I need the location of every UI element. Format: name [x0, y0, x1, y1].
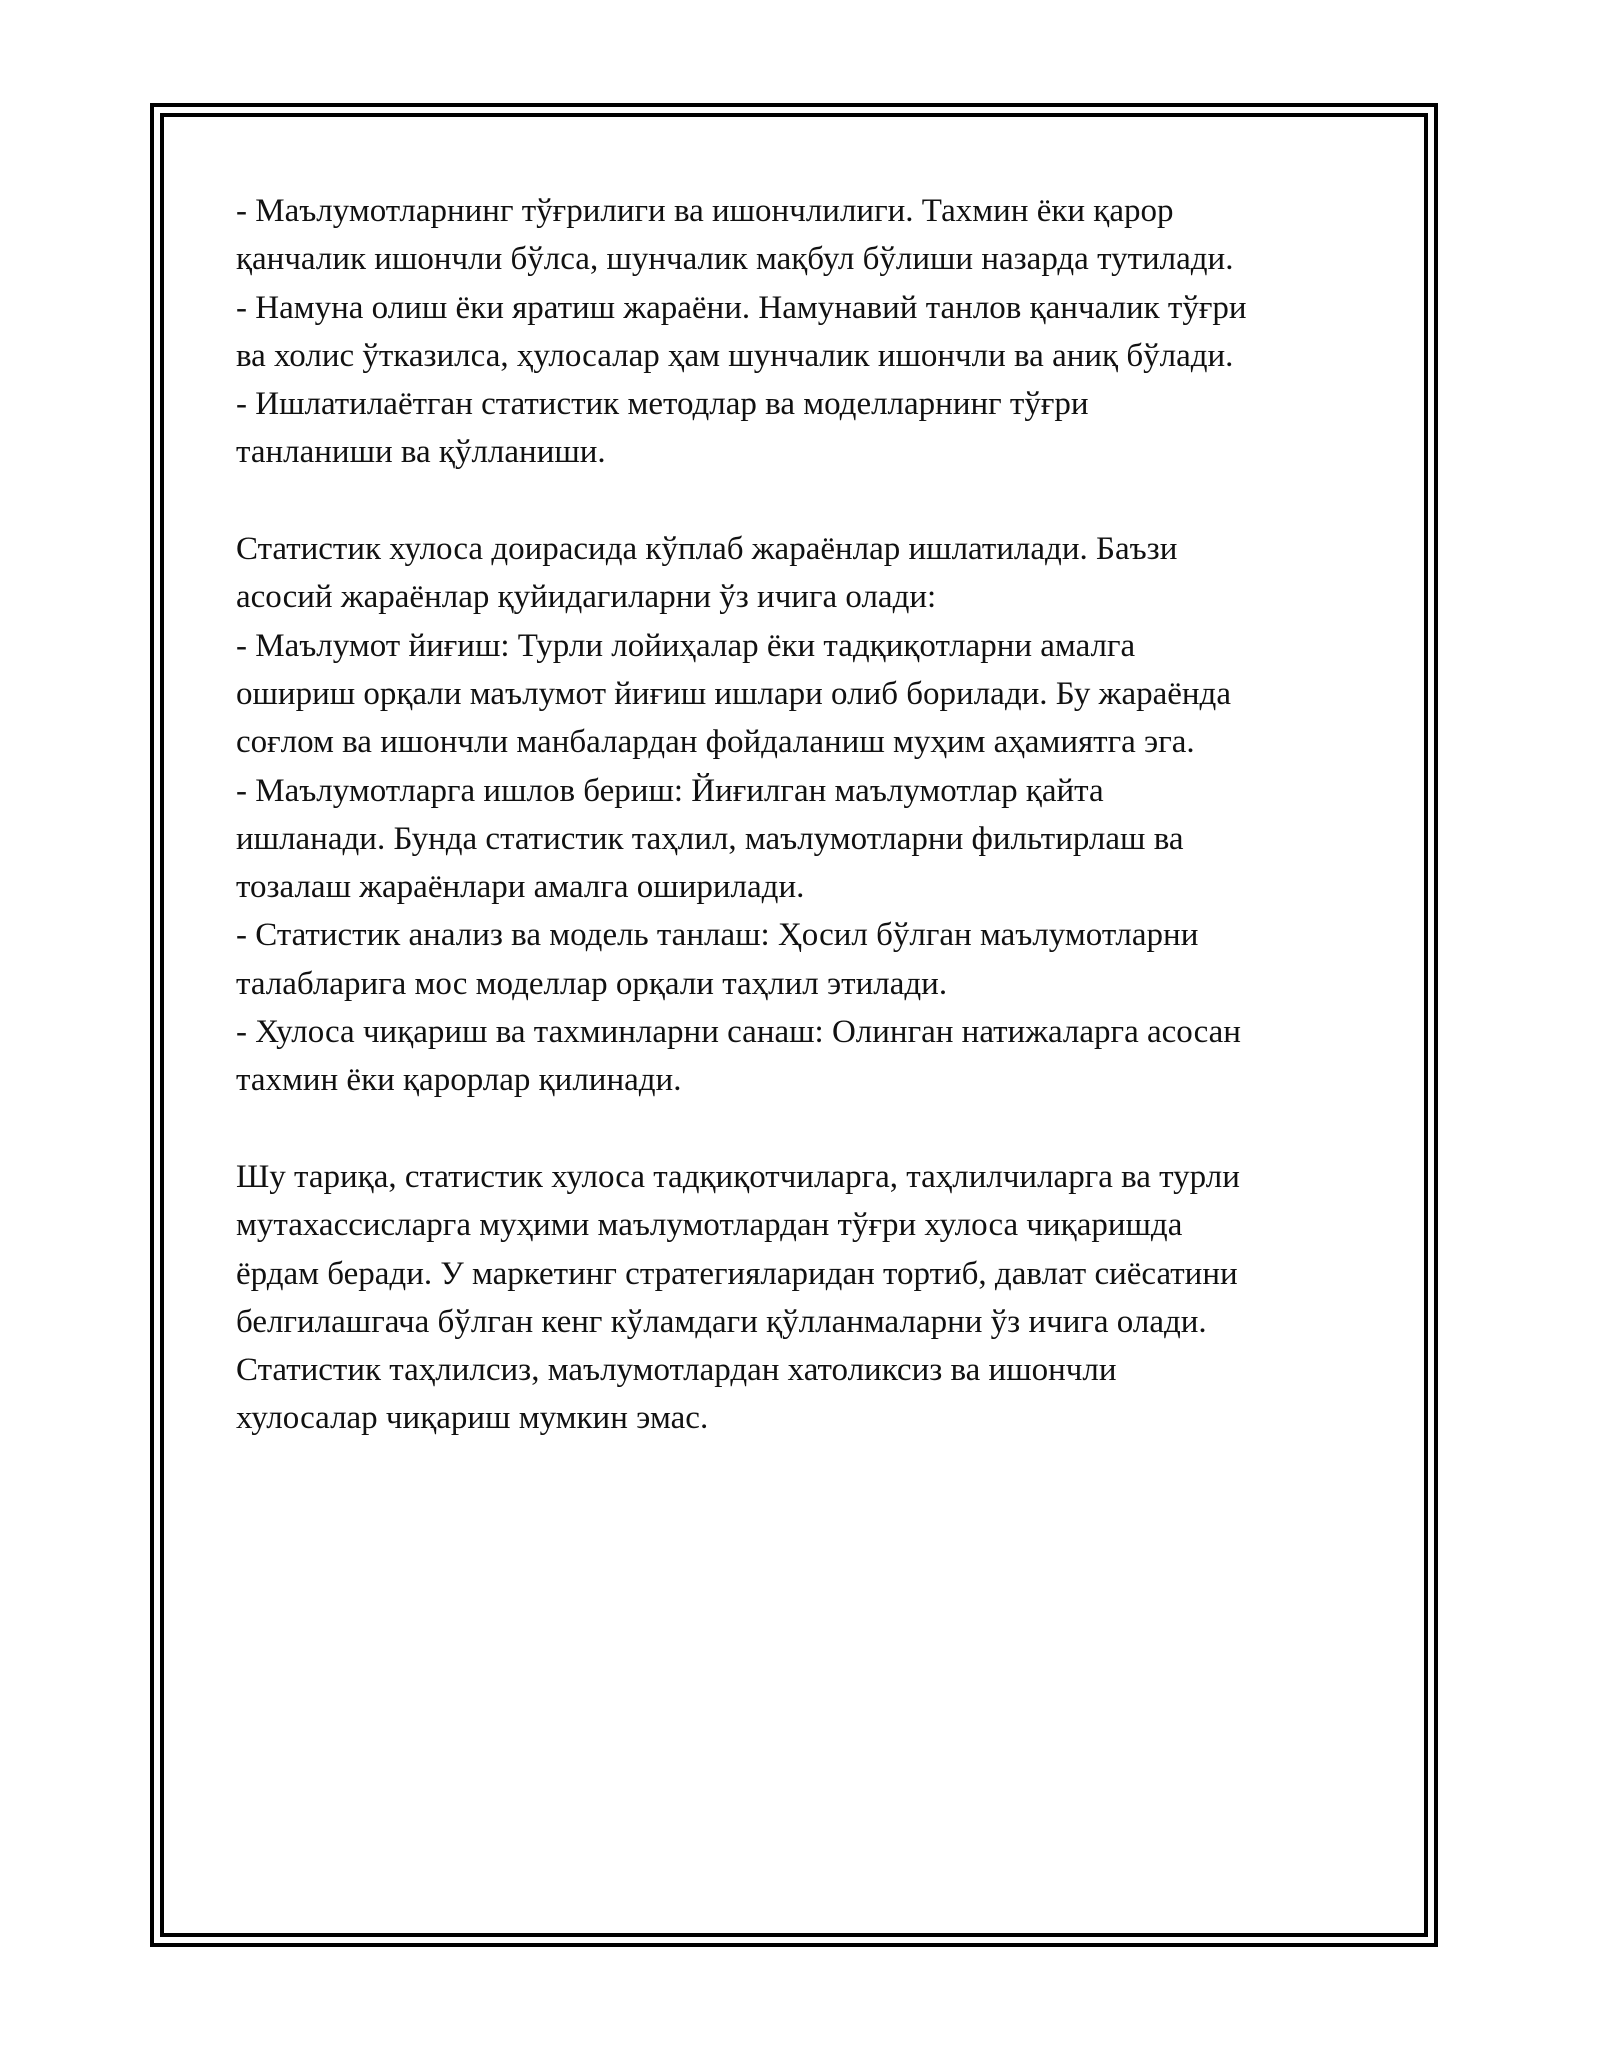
text-line: Шу тариқа, статистик хулоса тадқиқотчиларга, таҳлилчиларга ва турли	[236, 1158, 1240, 1195]
text-line: мутахассисларга муҳими маълумотлардан тўғри хулоса чиқаришда	[236, 1207, 1183, 1244]
text-line: - Хулоса чиқариш ва тахминларни санаш: Олинган натижаларга асосан	[236, 1014, 1241, 1051]
text-line: - Маълумотларга ишлов бериш: Йиғилган маълумотлар қайта	[236, 772, 1104, 809]
text-line: тозалаш жараёнлари амалга оширилади.	[236, 869, 805, 906]
text-line: ва холис ўтказилса, ҳулосалар ҳам шунчалик ишончли ва аниқ бўлади.	[236, 337, 1234, 374]
text-line: танланиши ва қўлланиши.	[236, 434, 606, 471]
text-line: - Намуна олиш ёки яратиш жараёни. Намунавий танлов қанчалик тўғри	[236, 289, 1247, 326]
text-line: тахмин ёки қарорлар қилинади.	[236, 1062, 682, 1099]
paragraph-spacer	[236, 477, 1376, 525]
text-line: - Статистик анализ ва модель танлаш: Ҳосил бўлган маълумотларни	[236, 917, 1199, 954]
text-line: Статистик таҳлилсиз, маълумотлардан хатоликсиз ва ишончли	[236, 1352, 1117, 1389]
document-body	[236, 187, 1376, 1443]
paragraph-factors	[236, 187, 1376, 477]
paragraph-conclusion	[236, 1153, 1376, 1443]
text-line: талабларига мос моделлар орқали таҳлил этилади.	[236, 965, 948, 1002]
paragraph-processes	[236, 525, 1376, 1105]
text-line: соғлом ва ишончли манбалардан фойдаланиш муҳим аҳамиятга эга.	[236, 724, 1195, 761]
text-line: хулосалар чиқариш мумкин эмас.	[236, 1400, 709, 1437]
text-line: - Маълумот йиғиш: Турли лойиҳалар ёки тадқиқотларни амалга	[236, 627, 1136, 664]
paragraph-spacer	[236, 1105, 1376, 1153]
text-line: ишланади. Бунда статистик таҳлил, маълумотларни фильтирлаш ва	[236, 820, 1184, 857]
text-line: ошириш орқали маълумот йиғиш ишлари олиб борилади. Бу жараёнда	[236, 675, 1231, 712]
text-line: белгилашгача бўлган кенг кўламдаги қўлланмаларни ўз ичига олади.	[236, 1303, 1207, 1340]
text-line: асосий жараёнлар қуйидагиларни ўз ичига олади:	[236, 579, 937, 616]
text-line: Статистик хулоса доирасида кўплаб жараёнлар ишлатилади. Баъзи	[236, 531, 1178, 568]
text-line: - Ишлатилаётган статистик методлар ва моделларнинг тўғри	[236, 386, 1089, 423]
text-line: - Маълумотларнинг тўғрилиги ва ишончлилиги. Тахмин ёки қарор	[236, 193, 1174, 229]
text-line: қанчалик ишончли бўлса, шунчалик мақбул бўлиши назарда тутилади.	[236, 241, 1234, 278]
text-line: ёрдам беради. У маркетинг стратегияларидан тортиб, давлат сиёсатини	[236, 1255, 1238, 1292]
